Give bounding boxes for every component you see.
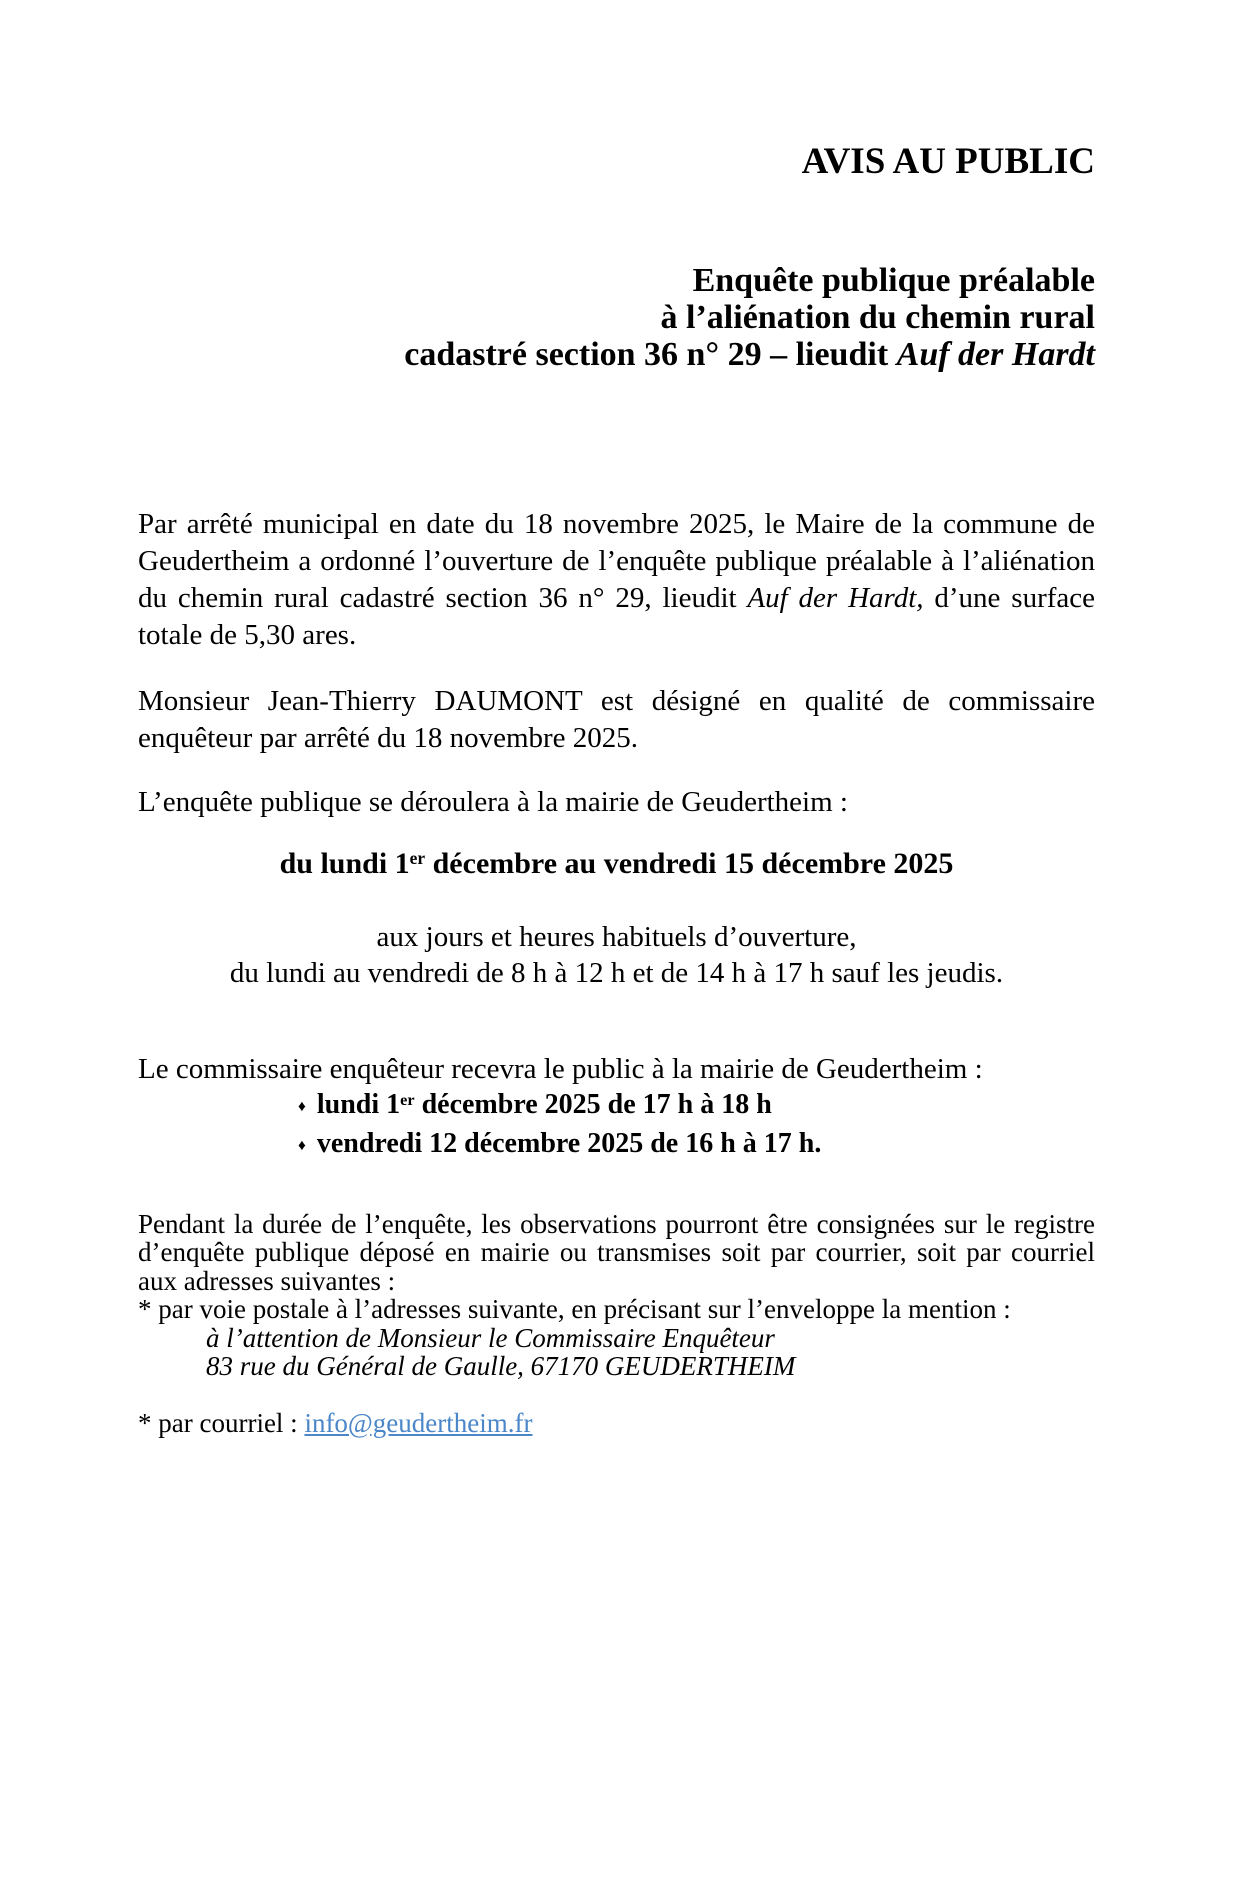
- reception-slot-1-part1: lundi 1: [316, 1089, 401, 1120]
- opening-hours-line-2: du lundi au vendredi de 8 h à 12 h et de 14 h à 17 h sauf les jeudis.: [229, 957, 1004, 989]
- reception-slots-list: [138, 1087, 1095, 1163]
- reception-slot-1-part2: décembre 2025 de 17 h à 18 h: [414, 1089, 772, 1120]
- subtitle-line-3-lieudit: Auf der Hardt: [896, 336, 1095, 373]
- date-range-part2: décembre au vendredi 15 décembre 2025: [425, 847, 954, 880]
- date-range-superscript: er: [409, 848, 426, 869]
- date-range-part1: du lundi 1: [279, 847, 410, 880]
- subtitle-line-3-text: cadastré section 36 n° 29 – lieudit: [404, 336, 897, 373]
- subtitle-line-1: Enquête publique préalable: [692, 262, 1095, 299]
- email-link[interactable]: info@geudertheim.fr: [304, 1407, 533, 1438]
- opening-hours: [138, 919, 1095, 991]
- paragraph-arrete-lieudit: Auf der Hardt,: [747, 582, 924, 614]
- email-option-line: [138, 1409, 1095, 1438]
- paragraph-arrete-part2: d’une surface totale de 5,30 ares.: [138, 582, 1095, 651]
- paragraph-deroulement: L’enquête publique se déroulera à la mairie de Geudertheim :: [138, 786, 848, 818]
- opening-hours-line-1: aux jours et heures habituels d’ouverture,: [376, 921, 857, 953]
- reception-slot-1-superscript: er: [400, 1090, 415, 1109]
- diamond-bullet-icon: ♦: [298, 1136, 306, 1154]
- paragraph-arrete-part1: Par arrêté municipal en date du 18 novembre 2025, le Maire de la commune de Geudertheim a ordonné l’ouverture de l’enquête publique préalable à l’aliénation du chemin rural cadastré section 36 n° 29, lieudit: [138, 508, 1095, 614]
- reception-slot-2: [298, 1126, 1095, 1163]
- subtitle-line-3: [138, 336, 1095, 373]
- enquete-date-range: [138, 845, 1095, 886]
- reception-slot-2-text: vendredi 12 décembre 2025 de 16 h à 17 h.: [316, 1128, 822, 1159]
- paragraph-arrete: [138, 506, 1095, 654]
- postal-address-line-2: 83 rue du Général de Gaulle, 67170 GEUDERTHEIM: [206, 1351, 796, 1382]
- postal-option-line: * par voie postale à l’adresses suivante, en précisant sur l’enveloppe la mention :: [138, 1294, 1011, 1325]
- postal-address-block: [138, 1324, 1095, 1381]
- reception-slot-1: [298, 1087, 1095, 1126]
- document-subtitle: [138, 262, 1095, 373]
- paragraph-observations: Pendant la durée de l’enquête, les observations pourront être consignées sur le registre d’enquête publique déposé en mairie ou transmises soit par courrier, soit par courriel aux adresses suivantes :: [138, 1208, 1095, 1296]
- page-title: AVIS AU PUBLIC: [801, 141, 1095, 182]
- subtitle-line-2: à l’aliénation du chemin rural: [660, 299, 1095, 336]
- document-page: [0, 140, 1241, 1895]
- reception-intro: Le commissaire enquêteur recevra le public à la mairie de Geudertheim :: [138, 1053, 983, 1085]
- email-option-label: * par courriel :: [138, 1407, 305, 1438]
- postal-address-line-1: à l’attention de Monsieur le Commissaire Enquêteur: [206, 1322, 775, 1353]
- paragraph-commissaire: Monsieur Jean-Thierry DAUMONT est désigné en qualité de commissaire enquêteur par arrêté du 18 novembre 2025.: [138, 685, 1095, 754]
- diamond-bullet-icon: ♦: [298, 1097, 306, 1115]
